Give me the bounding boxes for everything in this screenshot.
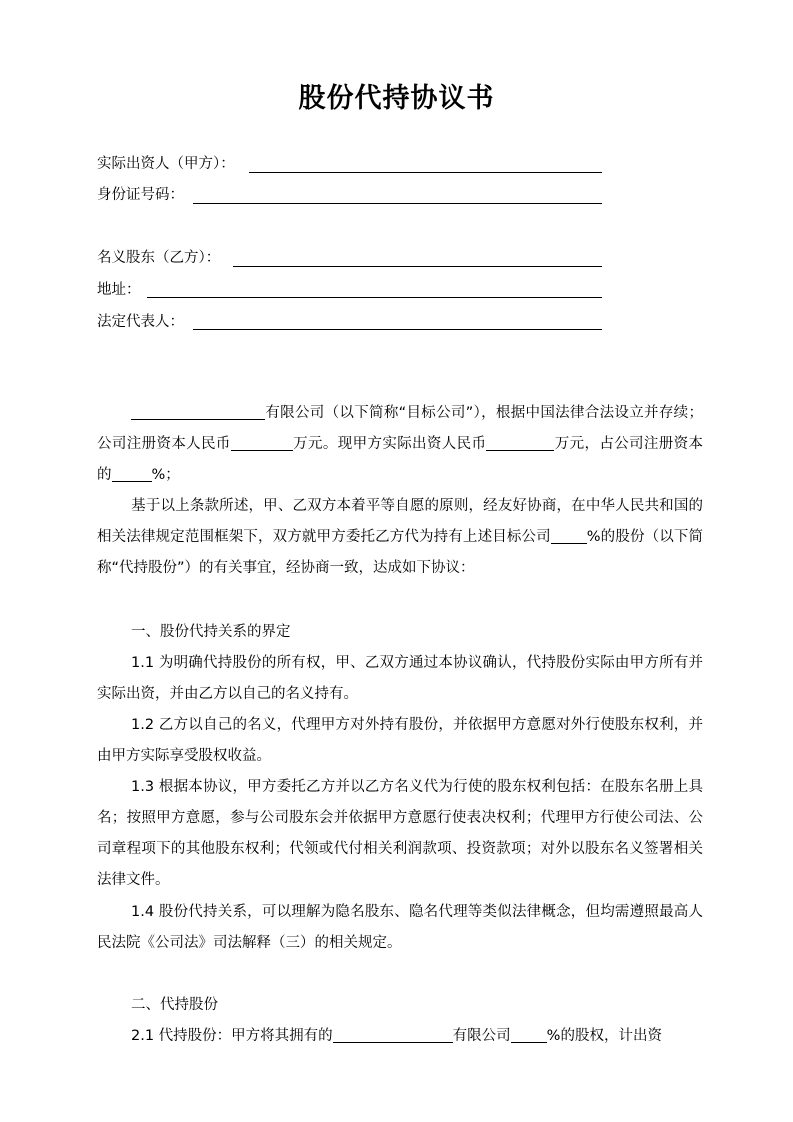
company-name-blank[interactable]	[131, 403, 265, 420]
legal-rep-blank[interactable]	[193, 329, 602, 330]
nominee-blank[interactable]	[233, 266, 602, 267]
id-number-label: 身份证号码：	[97, 187, 184, 203]
intro-paragraph-2: 基于以上条款所述，甲、乙双方本着平等自愿的原则，经友好协商，在中华人民共和国的相关法律规定范围框架下，双方就甲方委托乙方代为持有上述目标公司 %的股份（以下简称“代持股份”）的有关事宜，经协商一致，达成如下协议：	[97, 498, 704, 576]
document-title: 股份代持协议书	[298, 83, 495, 114]
legal-rep-label: 法定代表人：	[97, 314, 184, 330]
clause-1-4: 1.4 股份代持关系，可以理解为隐名股东、隐名代理等类似法律概念，但均需遵照最高人民法院《公司法》司法解释（三）的相关规定。	[97, 904, 703, 951]
section-1-heading: 一、股份代持关系的界定	[131, 624, 291, 640]
clause-1-1: 1.1 为明确代持股份的所有权，甲、乙双方通过本协议确认，代持股份实际由甲方所有并实际出资，并由乙方以自己的名义持有。	[97, 655, 703, 702]
section-2-heading: 二、代持股份	[131, 997, 218, 1013]
clause-1-2: 1.2 乙方以自己的名义，代理甲方对外持有股份，并依据甲方意愿对外行使股东权利，并由甲方实际享受股权收益。	[97, 717, 703, 764]
investor-blank[interactable]	[249, 172, 602, 173]
investor-label: 实际出资人（甲方）：	[97, 156, 235, 172]
held-company-blank[interactable]	[333, 1026, 453, 1043]
investment-amount-blank[interactable]	[486, 434, 554, 451]
share-percent-blank[interactable]	[112, 465, 152, 482]
intro-paragraph-1: 有限公司（以下简称“目标公司”），根据中国法律合法设立并存续；公司注册资本人民币 万元。现甲方实际出资人民币 万元，占公司注册资本的 %；	[97, 405, 704, 483]
clause-1-3: 1.3 根据本协议，甲方委托乙方并以乙方名义代为行使的股东权利包括：在股东名册上具名；按照甲方意愿，参与公司股东会并依据甲方意愿行使表决权利；代理甲方行使公司法、公司章程项下的其他股东权利；代领或代付相关利润款项、投资款项；对外以股东名义签署相关法律文件。	[97, 779, 703, 888]
address-blank[interactable]	[147, 297, 602, 298]
nominee-label: 名义股东（乙方）：	[97, 250, 221, 266]
clause-2-1: 2.1 代持股份：甲方将其拥有的 有限公司 %的股权，计出资	[131, 1028, 662, 1044]
id-number-blank[interactable]	[193, 203, 602, 204]
entrusted-percent-blank[interactable]	[551, 527, 587, 544]
address-label: 地址：	[97, 282, 141, 298]
registered-capital-blank[interactable]	[231, 434, 293, 451]
held-percent-blank[interactable]	[511, 1026, 547, 1043]
